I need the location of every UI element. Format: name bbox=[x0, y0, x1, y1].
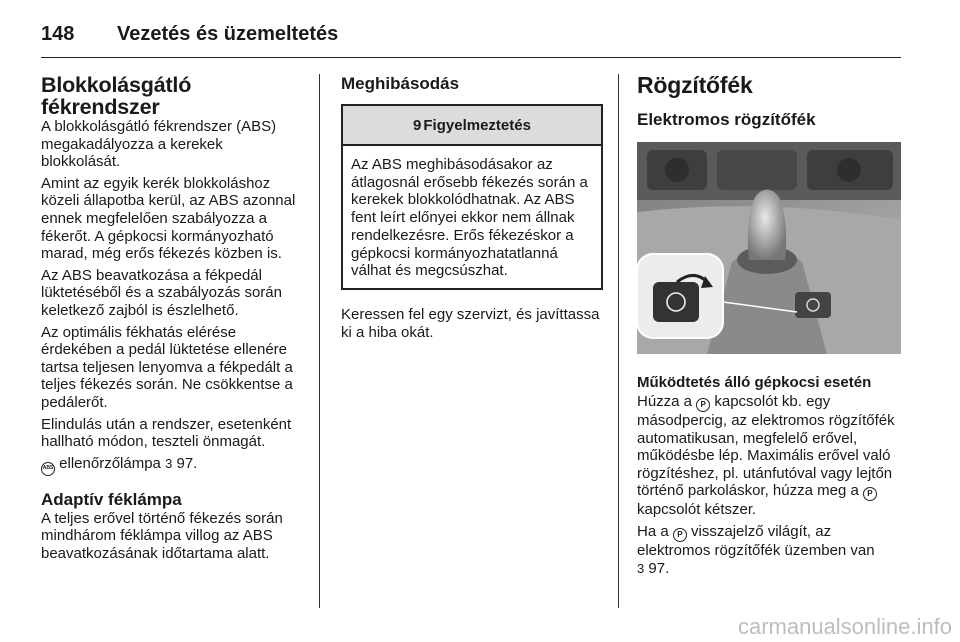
abs-lamp-reference bbox=[41, 455, 304, 476]
abs-lamp-text: ellenőrzőlámpa bbox=[59, 454, 161, 472]
adaptive-brake-light-heading: Adaptív féklámpa bbox=[41, 489, 182, 509]
indicator-instructions bbox=[637, 523, 901, 577]
warning-header bbox=[343, 106, 601, 146]
page-number: 148 bbox=[41, 22, 75, 45]
abs-paragraph: Az ABS beavatkozása a fékpedál lüktetéséből és a szabályozás során keletkező zajból is észlelhető. bbox=[41, 266, 282, 319]
page-header bbox=[41, 16, 338, 52]
parking-brake-switch-icon: P bbox=[696, 398, 710, 412]
warning-box bbox=[341, 104, 603, 290]
column-divider bbox=[618, 74, 619, 608]
header-divider bbox=[41, 57, 901, 58]
abs-paragraph: Elindulás után a rendszer, esetenként hallható módon, teszteli önmagát. bbox=[41, 415, 292, 451]
parking-brake-heading: Rögzítőfék bbox=[637, 72, 753, 98]
parking-brake-switch-icon: P bbox=[863, 487, 877, 501]
indicator-text: visszajelző világít, az elektromos rögzítőfék üzemben van bbox=[637, 522, 875, 559]
fault-instruction: Keressen fel egy szervizt, és javíttassa ki a hiba okát. bbox=[341, 305, 600, 341]
electric-parking-brake-subheading: Elektromos rögzítőfék bbox=[637, 110, 816, 129]
apply-text: Húzza a bbox=[637, 393, 693, 410]
abs-paragraph: Az optimális fékhatás elérése érdekében a pedál lüktetése ellenére tartsa teljesen lenyomva a fékpedált a teljes fékezés során. Ne csökkentse a pedálerőt. bbox=[41, 323, 293, 411]
indicator-text: Ha a bbox=[637, 522, 669, 540]
page-ref-arrow-icon: 3 bbox=[637, 560, 645, 576]
abs-paragraph: Amint az egyik kerék blokkoláshoz közeli állapotba kerül, az ABS azonnal ennek megfelelően szabályozza a fékerőt. A gépkocsi kormányozható marad, még erős fékezés közben is. bbox=[41, 174, 296, 263]
warning-triangle-icon: 9 bbox=[413, 116, 422, 134]
apply-instructions bbox=[637, 393, 901, 519]
column-fault bbox=[341, 74, 603, 341]
abs-intro: A blokkolásgátló fékrendszer (ABS) megakadályozza a kerekek blokkolását. bbox=[41, 118, 277, 171]
column-divider bbox=[319, 74, 320, 608]
abs-lamp-icon: ABS bbox=[41, 462, 55, 476]
parking-brake-indicator-icon: P bbox=[673, 528, 687, 542]
column-abs bbox=[41, 74, 304, 562]
watermark: carmanualsonline.info bbox=[737, 614, 952, 639]
page-ref-number: 97. bbox=[176, 454, 198, 472]
page-title: Vezetés és üzemeltetés bbox=[117, 22, 339, 45]
warning-text: Az ABS meghibásodásakor az átlagosnál erősebb fékezés során a kerekek blokkolódhatnak. Az ABS fent leírt előnyei ekkor nem állnak rendelkezésre. Erős fékezéskor a gépkocsi kormányozhatatlanná válhat és megcsúszhat. bbox=[351, 156, 588, 280]
adaptive-brake-light-text: A teljes erővel történő fékezés során mindhárom féklámpa villog az ABS beavatkozásának időtartama alatt. bbox=[41, 509, 283, 562]
parking-brake-switch-photo bbox=[637, 142, 901, 354]
page-ref-arrow-icon: 3 bbox=[165, 455, 173, 471]
fault-heading: Meghibásodás bbox=[341, 74, 460, 93]
page-ref-number: 97. bbox=[648, 559, 670, 577]
apply-heading: Működtetés álló gépkocsi esetén bbox=[637, 374, 872, 391]
warning-title: Figyelmeztetés bbox=[423, 116, 531, 134]
column-parking-brake bbox=[637, 74, 901, 577]
abs-heading: Blokkolásgátló fékrendszer bbox=[41, 73, 192, 119]
apply-text: kapcsolót kétszer. bbox=[637, 501, 757, 519]
apply-text: kapcsolót kb. egy másodpercig, az elektromos rögzítőfék automatikusan, megfelelő erővel, működésbe lép. Maximális erővel való rögzítéshez, pl. utánfutóval vagy lejtőn történő parkoláskor, húzza meg a bbox=[637, 393, 895, 500]
